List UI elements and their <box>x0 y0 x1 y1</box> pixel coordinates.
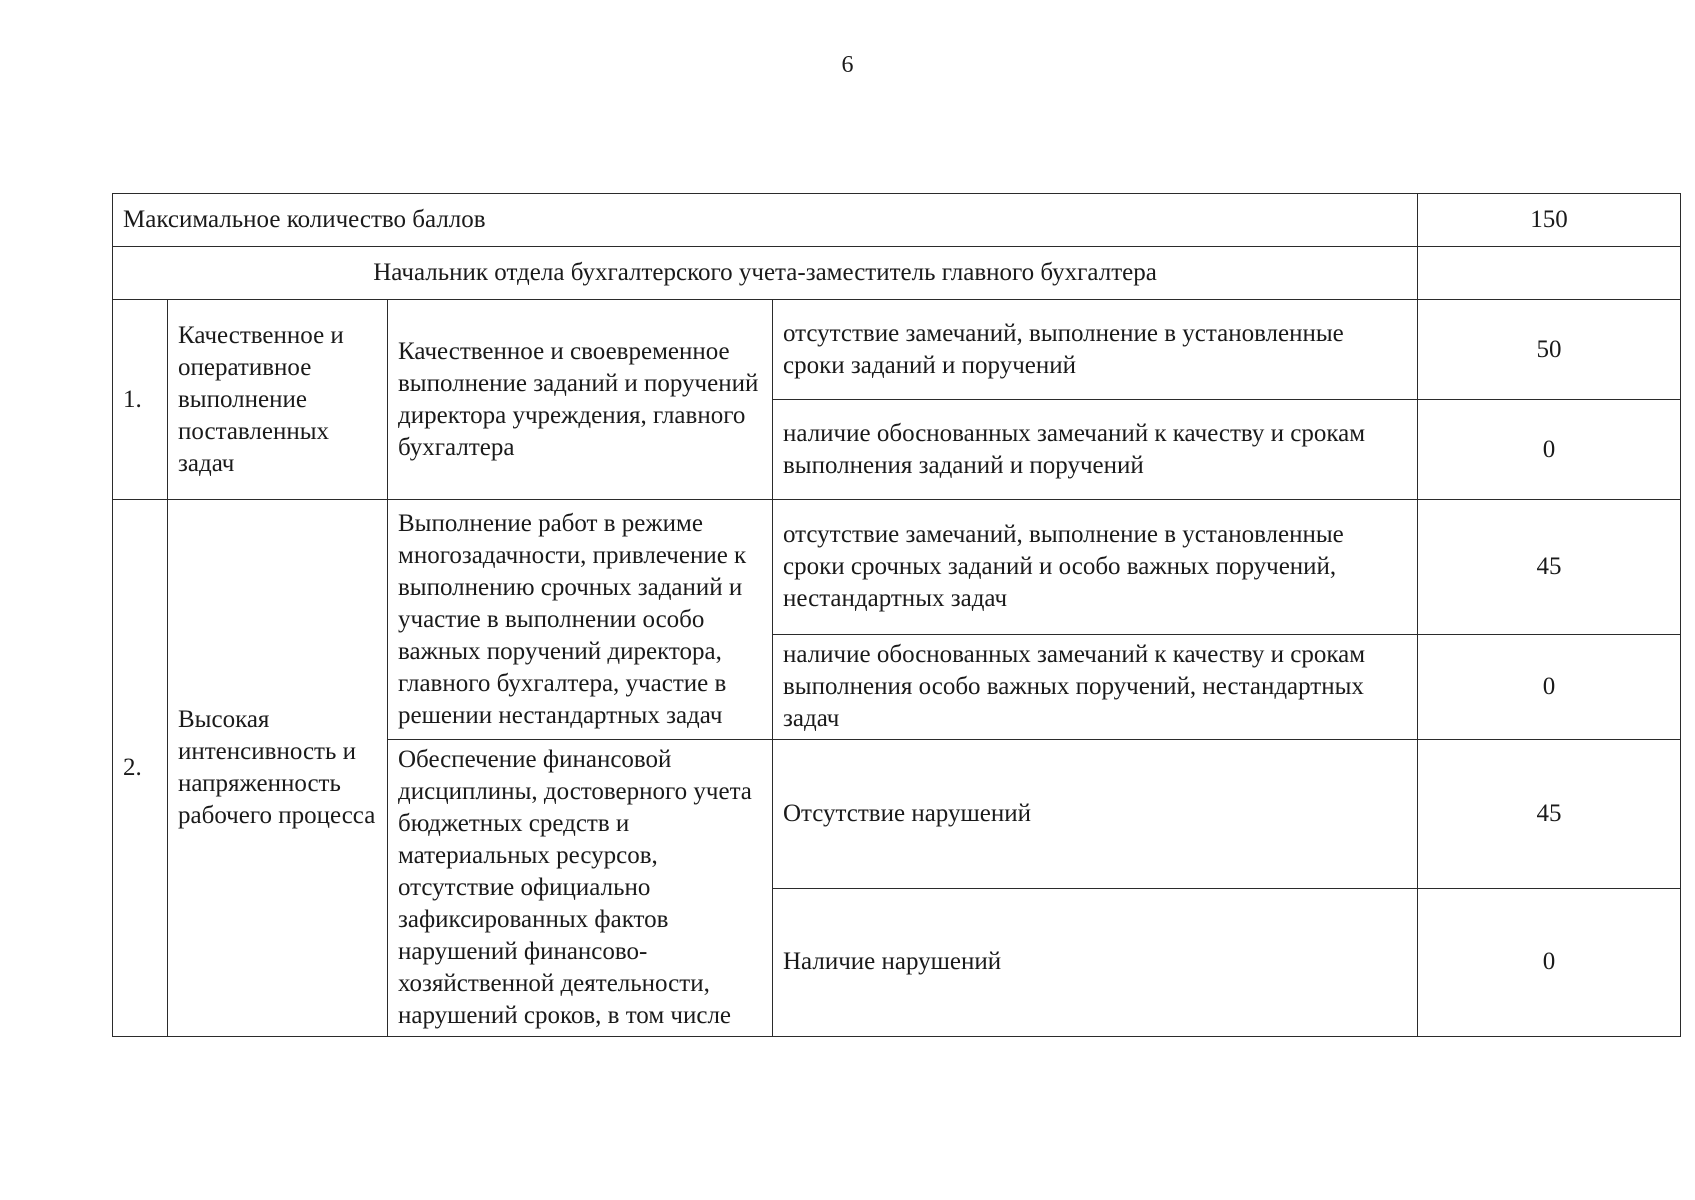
points-cell: 45 <box>1418 740 1681 889</box>
condition-cell: Отсутствие нарушений <box>773 740 1418 889</box>
table-row <box>113 500 1681 635</box>
section-row <box>113 247 1681 300</box>
condition-cell: отсутствие замечаний, выполнение в установленные сроки срочных заданий и особо важных поручений, нестандартных задач <box>773 500 1418 635</box>
criterion-cell: Выполнение работ в режиме многозадачности, привлечение к выполнению срочных заданий и участие в выполнении особо важных поручений директора, главного бухгалтера, участие в решении нестандартных задач <box>388 500 773 740</box>
criterion-cell: Качественное и своевременное выполнение заданий и поручений директора учреждения, главного бухгалтера <box>388 300 773 500</box>
section-empty-cell <box>1418 247 1681 300</box>
table-row <box>113 300 1681 400</box>
row-number: 1. <box>113 300 168 500</box>
row-number: 2. <box>113 500 168 1037</box>
max-points-value: 150 <box>1418 194 1681 247</box>
criteria-table <box>112 193 1681 1037</box>
condition-cell: наличие обоснованных замечаний к качеству и срокам выполнения заданий и поручений <box>773 400 1418 500</box>
condition-cell: Наличие нарушений <box>773 888 1418 1037</box>
condition-cell: наличие обоснованных замечаний к качеству и срокам выполнения особо важных поручений, нестандартных задач <box>773 635 1418 740</box>
page-number: 6 <box>841 52 854 78</box>
indicator-cell: Качественное и оперативное выполнение поставленных задач <box>168 300 388 500</box>
indicator-cell: Высокая интенсивность и напряженность рабочего процесса <box>168 500 388 1037</box>
max-points-row <box>113 194 1681 247</box>
condition-cell: отсутствие замечаний, выполнение в установленные сроки заданий и поручений <box>773 300 1418 400</box>
points-cell: 0 <box>1418 400 1681 500</box>
section-title: Начальник отдела бухгалтерского учета-заместитель главного бухгалтера <box>113 247 1418 300</box>
points-cell: 45 <box>1418 500 1681 635</box>
points-cell: 0 <box>1418 635 1681 740</box>
points-cell: 50 <box>1418 300 1681 400</box>
criterion-cell: Обеспечение финансовой дисциплины, достоверного учета бюджетных средств и материальных ресурсов, отсутствие официально зафиксированных фактов нарушений финансово-хозяйственной деятельности, нарушений сроков, в том числе <box>388 740 773 1037</box>
points-cell: 0 <box>1418 888 1681 1037</box>
max-points-label: Максимальное количество баллов <box>113 194 1418 247</box>
